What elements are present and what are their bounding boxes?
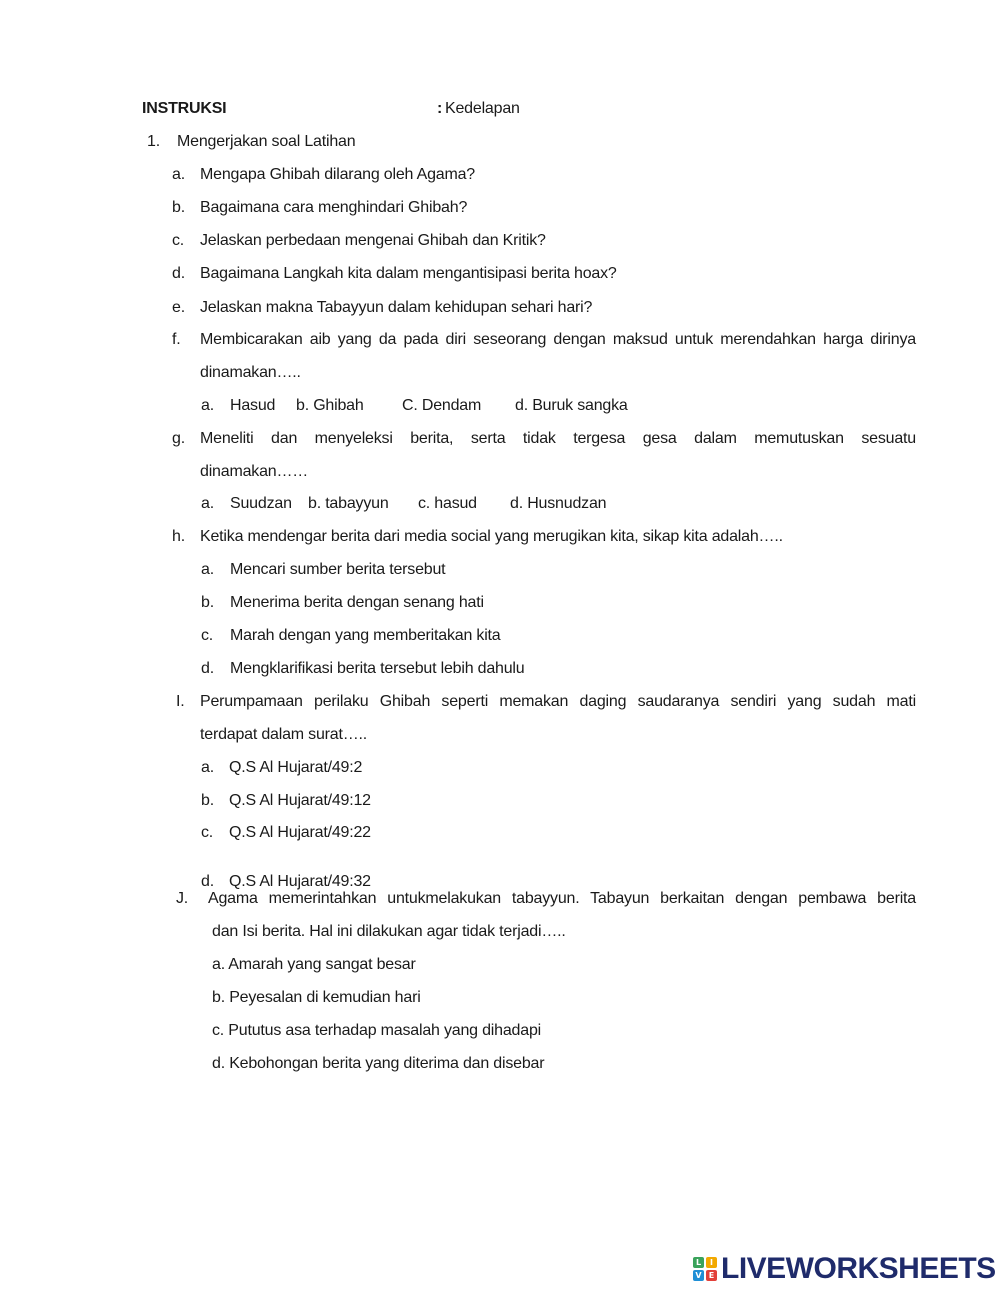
question-h-option-marker: c. xyxy=(201,627,214,644)
question-i-option-text: Q.S Al Hujarat/49:32 xyxy=(229,873,371,890)
question-h-option-text: Mengklarifikasi berita tersebut lebih dahulu xyxy=(230,660,525,677)
question-f-option-c: C. Dendam xyxy=(402,397,482,414)
question-i-option-marker: b. xyxy=(201,792,214,809)
liveworksheets-wordmark: LIVEWORKSHEETS xyxy=(721,1252,996,1285)
question-j-option: d. Kebohongan berita yang diterima dan disebar xyxy=(212,1055,545,1072)
question-j-line2: dan Isi berita. Hal ini dilakukan agar tidak terjadi….. xyxy=(212,923,566,940)
instruction-value: Kedelapan xyxy=(445,100,520,117)
question-d-text: Bagaimana Langkah kita dalam mengantisipasi berita hoax? xyxy=(200,265,617,282)
header-colon: : xyxy=(437,100,443,117)
question-j-option: a. Amarah yang sangat besar xyxy=(212,956,416,973)
question-h-marker: h. xyxy=(172,528,185,545)
question-i-option-text: Q.S Al Hujarat/49:22 xyxy=(229,824,371,841)
question-g-option-d: d. Husnudzan xyxy=(510,495,607,512)
logo-mark-tile: I xyxy=(706,1257,717,1268)
question-j-option: b. Peyesalan di kemudian hari xyxy=(212,989,421,1006)
question-f-option-marker: a. xyxy=(201,397,214,414)
liveworksheets-logo xyxy=(693,1254,996,1284)
logo-mark-tile: V xyxy=(693,1270,704,1281)
logo-mark-tile: L xyxy=(693,1257,704,1268)
question-f-marker: f. xyxy=(172,331,181,348)
question-j-line1: Agama memerintahkan untukmelakukan tabayyun. Tabayun berkaitan dengan pembawa berita xyxy=(208,890,916,907)
question-g-option-b: b. tabayyun xyxy=(308,495,389,512)
liveworksheets-logo-mark xyxy=(693,1257,717,1281)
question-i-option-text: Q.S Al Hujarat/49:2 xyxy=(229,759,363,776)
question-b-marker: b. xyxy=(172,199,185,216)
question-a-marker: a. xyxy=(172,166,185,183)
question-g-option-marker: a. xyxy=(201,495,214,512)
question-i-option-marker: a. xyxy=(201,759,214,776)
question-c-text: Jelaskan perbedaan mengenai Ghibah dan Kritik? xyxy=(200,232,546,249)
section-number: 1. xyxy=(147,133,160,150)
question-f-option-d: d. Buruk sangka xyxy=(515,397,628,414)
question-j-marker: J. xyxy=(176,890,189,907)
question-i-line2: terdapat dalam surat….. xyxy=(200,726,368,743)
question-b-text: Bagaimana cara menghindari Ghibah? xyxy=(200,199,468,216)
question-j-option: c. Pututus asa terhadap masalah yang dihadapi xyxy=(212,1022,542,1039)
question-c-marker: c. xyxy=(172,232,185,249)
question-e-marker: e. xyxy=(172,299,185,316)
question-g-marker: g. xyxy=(172,430,185,447)
question-d-marker: d. xyxy=(172,265,185,282)
question-g-line1: Meneliti dan menyeleksi berita, serta tidak tergesa gesa dalam memutuskan sesuatu xyxy=(200,430,916,447)
instruction-label: INSTRUKSI xyxy=(142,100,227,117)
question-i-line1: Perumpamaan perilaku Ghibah seperti memakan daging saudaranya sendiri yang sudah mati xyxy=(200,693,916,710)
question-i-marker: I. xyxy=(176,693,185,710)
question-i-option-marker: d. xyxy=(201,873,214,890)
question-h-option-text: Mencari sumber berita tersebut xyxy=(230,561,446,578)
question-e-text: Jelaskan makna Tabayyun dalam kehidupan sehari hari? xyxy=(200,299,593,316)
question-h-option-marker: d. xyxy=(201,660,214,677)
question-a-text: Mengapa Ghibah dilarang oleh Agama? xyxy=(200,166,475,183)
question-h-option-marker: b. xyxy=(201,594,214,611)
question-g-line2: dinamakan…… xyxy=(200,463,309,480)
question-h-option-text: Marah dengan yang memberitakan kita xyxy=(230,627,501,644)
question-h-option-marker: a. xyxy=(201,561,214,578)
question-i-option-text: Q.S Al Hujarat/49:12 xyxy=(229,792,371,809)
question-g-option-a: Suudzan xyxy=(230,495,292,512)
question-f-line2: dinamakan….. xyxy=(200,364,301,381)
question-h-text: Ketika mendengar berita dari media social yang merugikan kita, sikap kita adalah….. xyxy=(200,528,783,545)
question-g-option-c: c. hasud xyxy=(418,495,477,512)
question-f-line1: Membicarakan aib yang da pada diri seseorang dengan maksud untuk merendahkan harga dirinya xyxy=(200,331,916,348)
question-f-option-a: Hasud xyxy=(230,397,276,414)
question-f-option-b: b. Ghibah xyxy=(296,397,364,414)
section-title: Mengerjakan soal Latihan xyxy=(177,133,356,150)
logo-mark-tile: E xyxy=(706,1270,717,1281)
question-h-option-text: Menerima berita dengan senang hati xyxy=(230,594,484,611)
question-i-option-marker: c. xyxy=(201,824,214,841)
